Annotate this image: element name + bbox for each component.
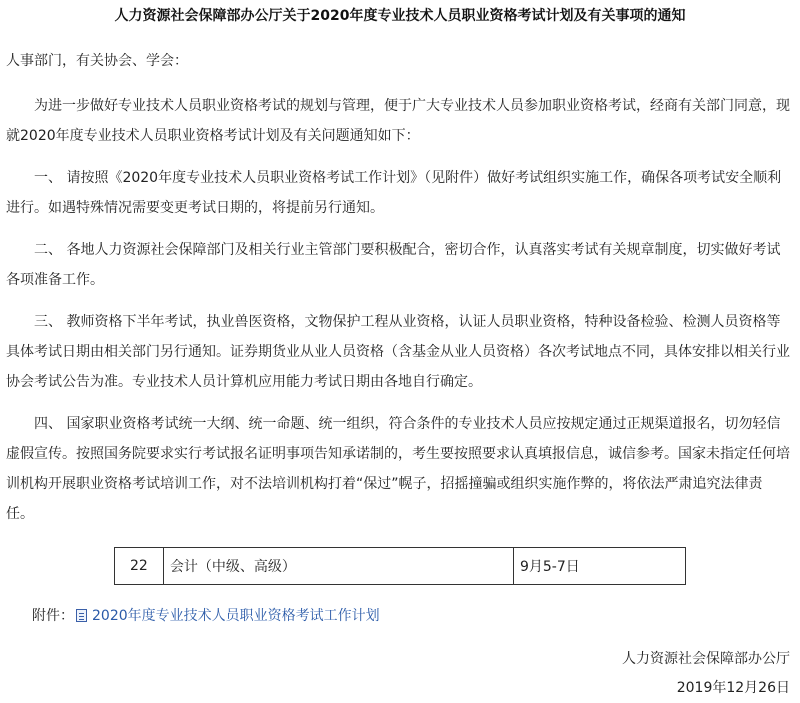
intro-paragraph xyxy=(6,91,790,151)
intro-text: 为进一步做好专业技术人员职业资格考试的规划与管理，便于广大专业技术人员参加职业资格考试，经商有关部门同意，现就2020年度专业技术人员职业资格考试计划及有关问题通知如下： xyxy=(6,98,790,144)
salutation: 人事部门，有关协会、学会： xyxy=(6,53,188,69)
notice-item-2-text: 二、 各地人力资源社会保障部门及相关行业主管部门要积极配合，密切合作，认真落实考试有关规章制度，切实做好考试各项准备工作。 xyxy=(6,242,781,288)
notice-item-4-text: 四、 国家职业资格考试统一大纲、统一命题、统一组织，符合条件的专业技术人员应按规定通过正规渠道报名，切勿轻信虚假宣传。按照国务院要求实行考试报名证明事项告知承诺制的，考生要按照要求认真填报信息，诚信参考。国家未指定任何培训机构开展职业资格考试培训工作，对不法培训机构打着“保过”幌子，招摇撞骗或组织实施作弊的，将依法严肃追究法律责任。 xyxy=(6,416,790,522)
signature-organization: 人力资源社会保障部办公厅 xyxy=(622,651,790,667)
notice-item-1-text: 一、 请按照《2020年度专业技术人员职业资格考试工作计划》（见附件）做好考试组织实施工作，确保各项考试安全顺利进行。如遇特殊情况需要变更考试日期的，将提前另行通知。 xyxy=(6,170,782,216)
notice-item-2 xyxy=(6,235,790,295)
document-icon[interactable] xyxy=(76,609,87,622)
notice-item-3 xyxy=(6,307,790,397)
exam-number-cell: 22 xyxy=(115,548,164,585)
notice-item-4 xyxy=(6,409,790,529)
notice-item-1 xyxy=(6,163,790,223)
exam-date-cell: 9月5-7日 xyxy=(513,548,685,585)
attachment-line xyxy=(32,601,380,631)
notice-item-3-text: 三、 教师资格下半年考试，执业兽医资格，文物保护工程从业资格，认证人员职业资格，特种设备检验、检测人员资格等具体考试日期由相关部门另行通知。证券期货业从业人员资格（含基金从业人员资格）各次考试地点不同，具体安排以相关行业协会考试公告为准。专业技术人员计算机应用能力考试日期由各地自行确定。 xyxy=(6,314,790,390)
exam-subject-cell: 会计（中级、高级） xyxy=(163,548,513,585)
page-title: 人力资源社会保障部办公厅关于2020年度专业技术人员职业资格考试计划及有关事项的通知 xyxy=(114,8,686,24)
exam-schedule-table xyxy=(114,547,686,585)
attachment-link[interactable]: 2020年度专业技术人员职业资格考试工作计划 xyxy=(92,608,380,624)
table-row xyxy=(115,548,686,585)
attachment-label: 附件： xyxy=(32,608,74,624)
signature-date: 2019年12月26日 xyxy=(676,680,790,696)
